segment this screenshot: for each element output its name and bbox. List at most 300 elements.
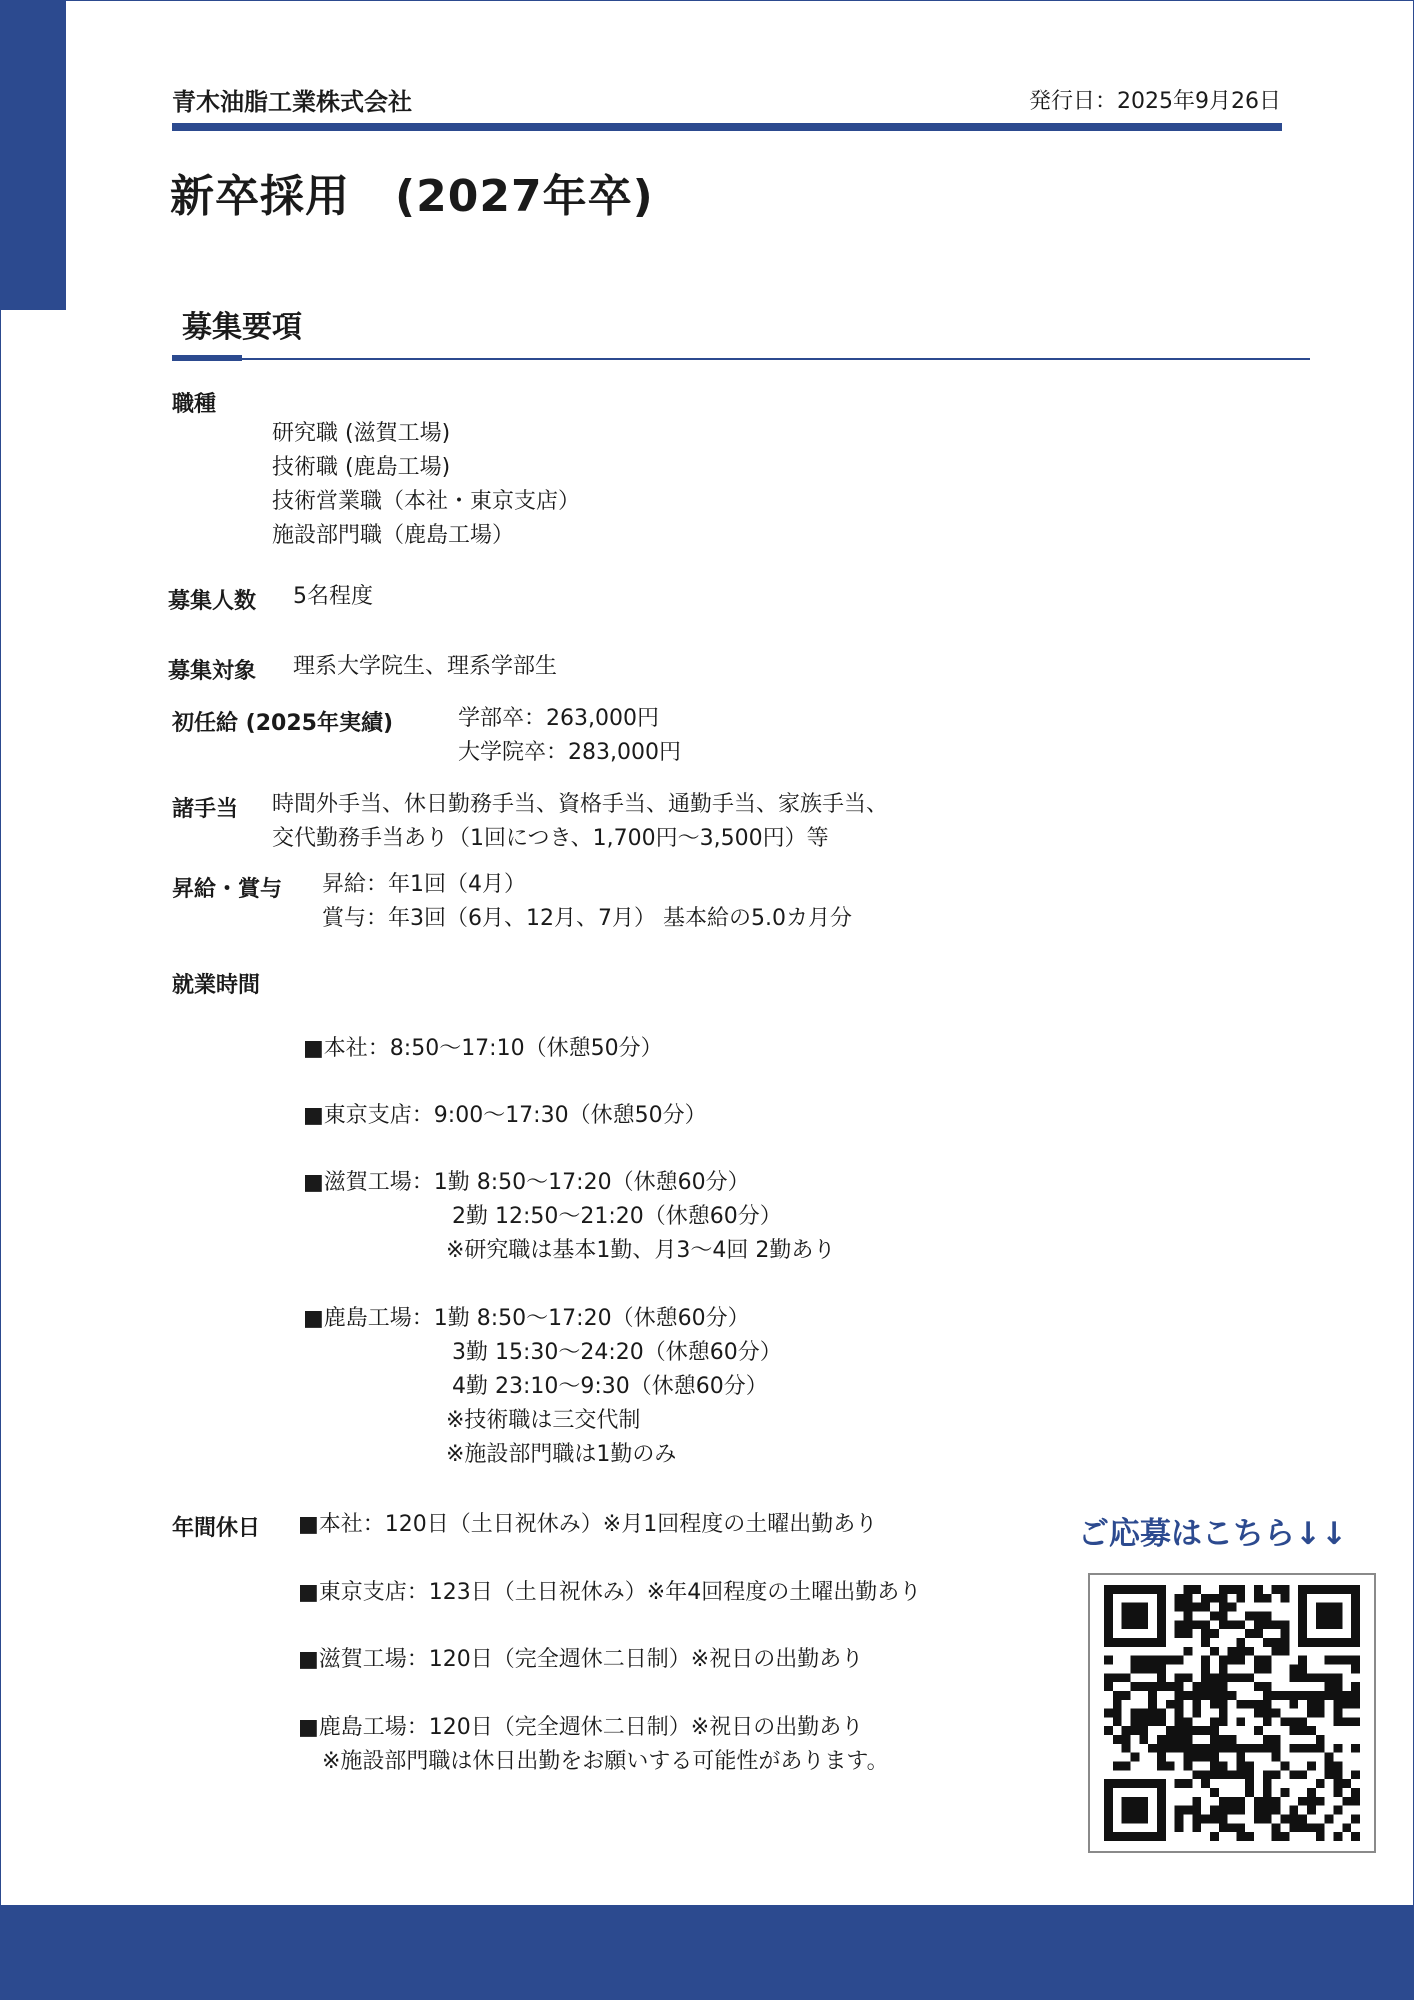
qr-module bbox=[1281, 1788, 1290, 1797]
qr-module bbox=[1219, 1682, 1228, 1691]
qr-module bbox=[1219, 1797, 1228, 1806]
qr-module bbox=[1254, 1797, 1263, 1806]
qr-module bbox=[1263, 1664, 1272, 1673]
job-type-item: 研究職 (滋賀工場) bbox=[272, 421, 451, 446]
qr-module bbox=[1316, 1585, 1325, 1594]
qr-module bbox=[1289, 1717, 1298, 1726]
qr-module bbox=[1130, 1717, 1139, 1726]
qr-module bbox=[1130, 1585, 1139, 1594]
qr-module bbox=[1157, 1815, 1166, 1824]
qr-module bbox=[1139, 1664, 1148, 1673]
qr-module bbox=[1351, 1717, 1360, 1726]
qr-module bbox=[1192, 1700, 1201, 1709]
qr-module bbox=[1351, 1815, 1360, 1824]
qr-module bbox=[1236, 1594, 1245, 1603]
qr-module bbox=[1342, 1717, 1351, 1726]
qr-module bbox=[1272, 1832, 1281, 1841]
salary-label: 初任給 (2025年実績) bbox=[172, 711, 393, 736]
qr-module bbox=[1113, 1709, 1122, 1718]
job-type-item: 施設部門職（鹿島工場） bbox=[272, 523, 515, 548]
qr-module bbox=[1289, 1770, 1298, 1779]
qr-module bbox=[1289, 1673, 1298, 1682]
qr-module bbox=[1210, 1594, 1219, 1603]
qr-module bbox=[1113, 1832, 1122, 1841]
qr-module bbox=[1122, 1620, 1131, 1629]
qr-module bbox=[1130, 1638, 1139, 1647]
qr-module bbox=[1351, 1620, 1360, 1629]
qr-module bbox=[1316, 1735, 1325, 1744]
qr-module bbox=[1334, 1717, 1343, 1726]
qr-module bbox=[1157, 1806, 1166, 1815]
qr-module bbox=[1122, 1603, 1131, 1612]
page-title: 新卒採用 (2027年卒) bbox=[170, 171, 654, 222]
qr-module bbox=[1183, 1735, 1192, 1744]
qr-module bbox=[1183, 1585, 1192, 1594]
qr-module bbox=[1236, 1647, 1245, 1656]
qr-module bbox=[1298, 1797, 1307, 1806]
job-types-label: 職種 bbox=[172, 392, 217, 417]
qr-module bbox=[1113, 1779, 1122, 1788]
qr-module bbox=[1334, 1603, 1343, 1612]
qr-module bbox=[1236, 1806, 1245, 1815]
qr-module bbox=[1201, 1779, 1210, 1788]
qr-module bbox=[1334, 1762, 1343, 1771]
qr-module bbox=[1219, 1762, 1228, 1771]
qr-module bbox=[1245, 1611, 1254, 1620]
qr-module bbox=[1298, 1638, 1307, 1647]
shift-line: 4勤 23:10～9:30（休憩60分） bbox=[452, 1374, 768, 1399]
qr-module bbox=[1122, 1611, 1131, 1620]
qr-module bbox=[1192, 1770, 1201, 1779]
shift-line: 2勤 12:50～21:20（休憩60分） bbox=[452, 1204, 782, 1229]
qr-module bbox=[1307, 1691, 1316, 1700]
qr-module bbox=[1263, 1691, 1272, 1700]
qr-module bbox=[1130, 1806, 1139, 1815]
qr-module bbox=[1192, 1620, 1201, 1629]
footer-bar bbox=[0, 1905, 1414, 2000]
qr-module bbox=[1210, 1691, 1219, 1700]
qr-module bbox=[1104, 1726, 1113, 1735]
qr-module bbox=[1325, 1603, 1334, 1612]
qr-module bbox=[1351, 1629, 1360, 1638]
qr-module bbox=[1236, 1744, 1245, 1753]
qr-module bbox=[1104, 1656, 1113, 1665]
qr-module bbox=[1263, 1709, 1272, 1718]
qr-module bbox=[1148, 1700, 1157, 1709]
qr-module bbox=[1263, 1779, 1272, 1788]
qr-module bbox=[1236, 1832, 1245, 1841]
qr-module bbox=[1254, 1744, 1263, 1753]
qr-module bbox=[1334, 1673, 1343, 1682]
qr-module bbox=[1219, 1717, 1228, 1726]
qr-module bbox=[1210, 1806, 1219, 1815]
qr-module bbox=[1130, 1797, 1139, 1806]
qr-module bbox=[1148, 1664, 1157, 1673]
apply-cta: ご応募はこちら↓↓ bbox=[1078, 1516, 1347, 1552]
qr-module bbox=[1104, 1788, 1113, 1797]
qr-module bbox=[1316, 1603, 1325, 1612]
qr-module bbox=[1325, 1815, 1334, 1824]
qr-module bbox=[1298, 1770, 1307, 1779]
salary-values bbox=[458, 702, 681, 770]
qr-module bbox=[1183, 1594, 1192, 1603]
qr-module bbox=[1254, 1806, 1263, 1815]
qr-module bbox=[1236, 1717, 1245, 1726]
qr-module bbox=[1263, 1770, 1272, 1779]
qr-module bbox=[1166, 1656, 1175, 1665]
qr-module bbox=[1183, 1762, 1192, 1771]
qr-module bbox=[1130, 1603, 1139, 1612]
qr-module bbox=[1157, 1735, 1166, 1744]
qr-module bbox=[1298, 1656, 1307, 1665]
qr-module bbox=[1157, 1788, 1166, 1797]
qr-module bbox=[1166, 1700, 1175, 1709]
qr-module bbox=[1219, 1594, 1228, 1603]
qr-module bbox=[1113, 1717, 1122, 1726]
qr-module bbox=[1351, 1594, 1360, 1603]
qr-module bbox=[1272, 1735, 1281, 1744]
qr-module bbox=[1281, 1638, 1290, 1647]
qr-module bbox=[1316, 1823, 1325, 1832]
qr-module bbox=[1316, 1673, 1325, 1682]
qr-module bbox=[1316, 1709, 1325, 1718]
qr-module bbox=[1281, 1691, 1290, 1700]
qr-module bbox=[1201, 1815, 1210, 1824]
qr-module bbox=[1272, 1647, 1281, 1656]
qr-module bbox=[1113, 1735, 1122, 1744]
qr-module bbox=[1272, 1797, 1281, 1806]
qr-module bbox=[1263, 1788, 1272, 1797]
headcount-label: 募集人数 bbox=[168, 589, 257, 614]
qr-module bbox=[1334, 1744, 1343, 1753]
raise-bonus-values bbox=[322, 868, 852, 936]
qr-module bbox=[1334, 1620, 1343, 1629]
qr-module bbox=[1316, 1779, 1325, 1788]
raise-bonus-line: 昇給：年1回（4月） bbox=[322, 872, 526, 897]
qr-module bbox=[1228, 1656, 1237, 1665]
qr-module bbox=[1281, 1832, 1290, 1841]
qr-module bbox=[1175, 1700, 1184, 1709]
qr-module bbox=[1325, 1753, 1334, 1762]
work-hours-kashima-details bbox=[446, 1336, 782, 1472]
qr-module bbox=[1104, 1638, 1113, 1647]
shift-note: ※施設部門職は1勤のみ bbox=[446, 1442, 677, 1467]
qr-module bbox=[1342, 1691, 1351, 1700]
qr-module bbox=[1148, 1691, 1157, 1700]
qr-module bbox=[1351, 1664, 1360, 1673]
qr-module bbox=[1334, 1585, 1343, 1594]
allowances-line: 時間外手当、休日勤務手当、資格手当、通勤手当、家族手当、 bbox=[272, 792, 889, 817]
qr-module bbox=[1183, 1611, 1192, 1620]
holidays-label: 年間休日 bbox=[172, 1516, 261, 1541]
qr-module bbox=[1316, 1620, 1325, 1629]
qr-module bbox=[1281, 1647, 1290, 1656]
section-title: 募集要項 bbox=[182, 310, 302, 345]
job-types-list bbox=[272, 417, 580, 553]
qr-module bbox=[1219, 1709, 1228, 1718]
allowances-label: 諸手当 bbox=[172, 797, 239, 822]
qr-module bbox=[1281, 1585, 1290, 1594]
qr-module bbox=[1148, 1744, 1157, 1753]
qr-module bbox=[1166, 1726, 1175, 1735]
qr-module bbox=[1263, 1744, 1272, 1753]
qr-module bbox=[1201, 1629, 1210, 1638]
holidays-kashima: ■鹿島工場：120日（完全週休二日制）※祝日の出勤あり bbox=[298, 1715, 864, 1740]
qr-module bbox=[1263, 1594, 1272, 1603]
qr-module bbox=[1219, 1744, 1228, 1753]
qr-module bbox=[1298, 1603, 1307, 1612]
qr-module bbox=[1157, 1779, 1166, 1788]
qr-module bbox=[1298, 1620, 1307, 1629]
qr-module bbox=[1148, 1717, 1157, 1726]
qr-module bbox=[1166, 1735, 1175, 1744]
qr-module bbox=[1139, 1656, 1148, 1665]
qr-module bbox=[1210, 1682, 1219, 1691]
qr-module bbox=[1342, 1823, 1351, 1832]
qr-module bbox=[1245, 1647, 1254, 1656]
qr-module bbox=[1263, 1806, 1272, 1815]
qr-module bbox=[1351, 1797, 1360, 1806]
qr-module bbox=[1316, 1744, 1325, 1753]
qr-module bbox=[1210, 1647, 1219, 1656]
qr-module bbox=[1157, 1744, 1166, 1753]
qr-module bbox=[1298, 1664, 1307, 1673]
qr-module bbox=[1157, 1656, 1166, 1665]
qr-module bbox=[1183, 1603, 1192, 1612]
issue-date: 発行日：2025年9月26日 bbox=[1029, 89, 1281, 114]
qr-module bbox=[1139, 1779, 1148, 1788]
qr-module bbox=[1175, 1629, 1184, 1638]
qr-module bbox=[1192, 1806, 1201, 1815]
qr-module bbox=[1316, 1638, 1325, 1647]
qr-module bbox=[1334, 1638, 1343, 1647]
qr-module bbox=[1281, 1762, 1290, 1771]
qr-module bbox=[1148, 1832, 1157, 1841]
qr-module bbox=[1228, 1806, 1237, 1815]
qr-module bbox=[1175, 1691, 1184, 1700]
qr-module bbox=[1298, 1691, 1307, 1700]
qr-module bbox=[1183, 1806, 1192, 1815]
qr-module bbox=[1325, 1611, 1334, 1620]
qr-module bbox=[1254, 1709, 1263, 1718]
qr-module bbox=[1122, 1806, 1131, 1815]
qr-module bbox=[1139, 1682, 1148, 1691]
qr-module bbox=[1351, 1700, 1360, 1709]
qr-module bbox=[1351, 1682, 1360, 1691]
qr-module bbox=[1307, 1744, 1316, 1753]
work-hours-shiga: ■滋賀工場：1勤 8:50～17:20（休憩60分） bbox=[303, 1170, 750, 1195]
qr-module bbox=[1289, 1806, 1298, 1815]
qr-module bbox=[1192, 1682, 1201, 1691]
qr-module bbox=[1219, 1735, 1228, 1744]
qr-module bbox=[1245, 1832, 1254, 1841]
qr-module bbox=[1157, 1762, 1166, 1771]
qr-module bbox=[1157, 1594, 1166, 1603]
qr-module bbox=[1175, 1806, 1184, 1815]
qr-module bbox=[1104, 1594, 1113, 1603]
qr-module bbox=[1325, 1656, 1334, 1665]
qr-module bbox=[1157, 1620, 1166, 1629]
qr-module bbox=[1263, 1700, 1272, 1709]
qr-module bbox=[1351, 1611, 1360, 1620]
qr-module bbox=[1228, 1585, 1237, 1594]
section-divider-accent bbox=[172, 355, 242, 361]
qr-module bbox=[1104, 1629, 1113, 1638]
qr-module bbox=[1254, 1585, 1263, 1594]
qr-module bbox=[1104, 1779, 1113, 1788]
qr-module bbox=[1130, 1779, 1139, 1788]
qr-module bbox=[1272, 1744, 1281, 1753]
qr-module bbox=[1192, 1691, 1201, 1700]
qr-module bbox=[1289, 1744, 1298, 1753]
qr-module bbox=[1228, 1744, 1237, 1753]
qr-module bbox=[1104, 1585, 1113, 1594]
qr-module bbox=[1325, 1620, 1334, 1629]
qr-module bbox=[1130, 1620, 1139, 1629]
qr-module bbox=[1272, 1585, 1281, 1594]
qr-module bbox=[1192, 1709, 1201, 1718]
qr-module bbox=[1210, 1770, 1219, 1779]
qr-module bbox=[1307, 1709, 1316, 1718]
qr-module bbox=[1201, 1594, 1210, 1603]
qr-module bbox=[1130, 1611, 1139, 1620]
qr-module bbox=[1122, 1762, 1131, 1771]
qr-module bbox=[1289, 1815, 1298, 1824]
qr-module bbox=[1210, 1815, 1219, 1824]
qr-module bbox=[1298, 1673, 1307, 1682]
qr-module bbox=[1210, 1788, 1219, 1797]
qr-module bbox=[1351, 1638, 1360, 1647]
qr-module bbox=[1104, 1620, 1113, 1629]
qr-module bbox=[1272, 1806, 1281, 1815]
qr-module bbox=[1122, 1673, 1131, 1682]
qr-module bbox=[1130, 1832, 1139, 1841]
qr-module bbox=[1236, 1656, 1245, 1665]
job-type-item: 技術職 (鹿島工場) bbox=[272, 455, 451, 480]
qr-module bbox=[1228, 1647, 1237, 1656]
qr-module bbox=[1139, 1717, 1148, 1726]
qr-module bbox=[1228, 1797, 1237, 1806]
qr-module bbox=[1104, 1709, 1113, 1718]
qr-module bbox=[1192, 1726, 1201, 1735]
qr-module bbox=[1183, 1629, 1192, 1638]
job-type-item: 技術営業職（本社・東京支店） bbox=[272, 489, 581, 514]
qr-module bbox=[1192, 1585, 1201, 1594]
qr-module bbox=[1175, 1709, 1184, 1718]
header-divider bbox=[172, 123, 1282, 131]
qr-module bbox=[1263, 1638, 1272, 1647]
qr-code-frame[interactable] bbox=[1088, 1573, 1376, 1853]
allowances-values bbox=[272, 788, 888, 856]
qr-module bbox=[1228, 1603, 1237, 1612]
qr-module bbox=[1263, 1656, 1272, 1665]
qr-module bbox=[1175, 1744, 1184, 1753]
work-hours-shiga-details bbox=[446, 1200, 835, 1268]
qr-module bbox=[1183, 1744, 1192, 1753]
qr-module bbox=[1122, 1815, 1131, 1824]
qr-module bbox=[1210, 1700, 1219, 1709]
qr-module bbox=[1298, 1717, 1307, 1726]
qr-module bbox=[1236, 1700, 1245, 1709]
qr-module bbox=[1130, 1726, 1139, 1735]
qr-module bbox=[1210, 1762, 1219, 1771]
target-label: 募集対象 bbox=[168, 659, 257, 684]
qr-module bbox=[1325, 1682, 1334, 1691]
qr-module bbox=[1175, 1735, 1184, 1744]
qr-module bbox=[1219, 1585, 1228, 1594]
raise-bonus-line: 賞与：年3回（6月、12月、7月） 基本給の5.0カ月分 bbox=[322, 906, 852, 931]
company-name: 青木油脂工業株式会社 bbox=[172, 88, 412, 116]
qr-module bbox=[1157, 1603, 1166, 1612]
qr-module bbox=[1325, 1691, 1334, 1700]
qr-module bbox=[1298, 1629, 1307, 1638]
qr-module bbox=[1219, 1603, 1228, 1612]
qr-module bbox=[1157, 1797, 1166, 1806]
qr-module bbox=[1192, 1797, 1201, 1806]
shift-note: ※研究職は基本1勤、月3～4回 2勤あり bbox=[446, 1238, 836, 1263]
qr-module bbox=[1157, 1664, 1166, 1673]
qr-module bbox=[1272, 1709, 1281, 1718]
qr-module bbox=[1289, 1726, 1298, 1735]
qr-module bbox=[1334, 1700, 1343, 1709]
qr-module bbox=[1245, 1788, 1254, 1797]
qr-module bbox=[1183, 1673, 1192, 1682]
qr-module bbox=[1334, 1656, 1343, 1665]
qr-module bbox=[1254, 1594, 1263, 1603]
qr-module bbox=[1166, 1762, 1175, 1771]
qr-module bbox=[1342, 1797, 1351, 1806]
qr-module bbox=[1183, 1726, 1192, 1735]
qr-module bbox=[1122, 1691, 1131, 1700]
qr-module bbox=[1113, 1585, 1122, 1594]
qr-module bbox=[1334, 1788, 1343, 1797]
qr-module bbox=[1175, 1594, 1184, 1603]
shift-note: ※技術職は三交代制 bbox=[446, 1408, 641, 1433]
qr-module bbox=[1148, 1709, 1157, 1718]
qr-module bbox=[1342, 1656, 1351, 1665]
qr-module bbox=[1113, 1762, 1122, 1771]
salary-line: 大学院卒：283,000円 bbox=[458, 740, 681, 765]
qr-module bbox=[1104, 1815, 1113, 1824]
qr-module bbox=[1175, 1656, 1184, 1665]
qr-module bbox=[1104, 1611, 1113, 1620]
qr-module bbox=[1254, 1815, 1263, 1824]
qr-module bbox=[1254, 1611, 1263, 1620]
qr-module bbox=[1210, 1832, 1219, 1841]
qr-module bbox=[1316, 1797, 1325, 1806]
qr-module bbox=[1245, 1629, 1254, 1638]
qr-module bbox=[1166, 1682, 1175, 1691]
qr-module bbox=[1139, 1603, 1148, 1612]
holidays-tokyo: ■東京支店：123日（土日祝休み）※年4回程度の土曜出勤あり bbox=[298, 1580, 922, 1605]
qr-module bbox=[1104, 1673, 1113, 1682]
qr-module bbox=[1351, 1691, 1360, 1700]
qr-module bbox=[1289, 1823, 1298, 1832]
qr-module bbox=[1104, 1682, 1113, 1691]
qr-module bbox=[1236, 1770, 1245, 1779]
qr-module bbox=[1272, 1753, 1281, 1762]
allowances-line: 交代勤務手当あり（1回につき、1,700円～3,500円）等 bbox=[272, 826, 829, 851]
qr-module bbox=[1263, 1797, 1272, 1806]
qr-module bbox=[1219, 1664, 1228, 1673]
qr-code-icon[interactable] bbox=[1102, 1585, 1362, 1841]
qr-module bbox=[1298, 1823, 1307, 1832]
qr-module bbox=[1130, 1682, 1139, 1691]
qr-module bbox=[1298, 1726, 1307, 1735]
qr-module bbox=[1210, 1611, 1219, 1620]
qr-module bbox=[1254, 1726, 1263, 1735]
qr-module bbox=[1263, 1611, 1272, 1620]
